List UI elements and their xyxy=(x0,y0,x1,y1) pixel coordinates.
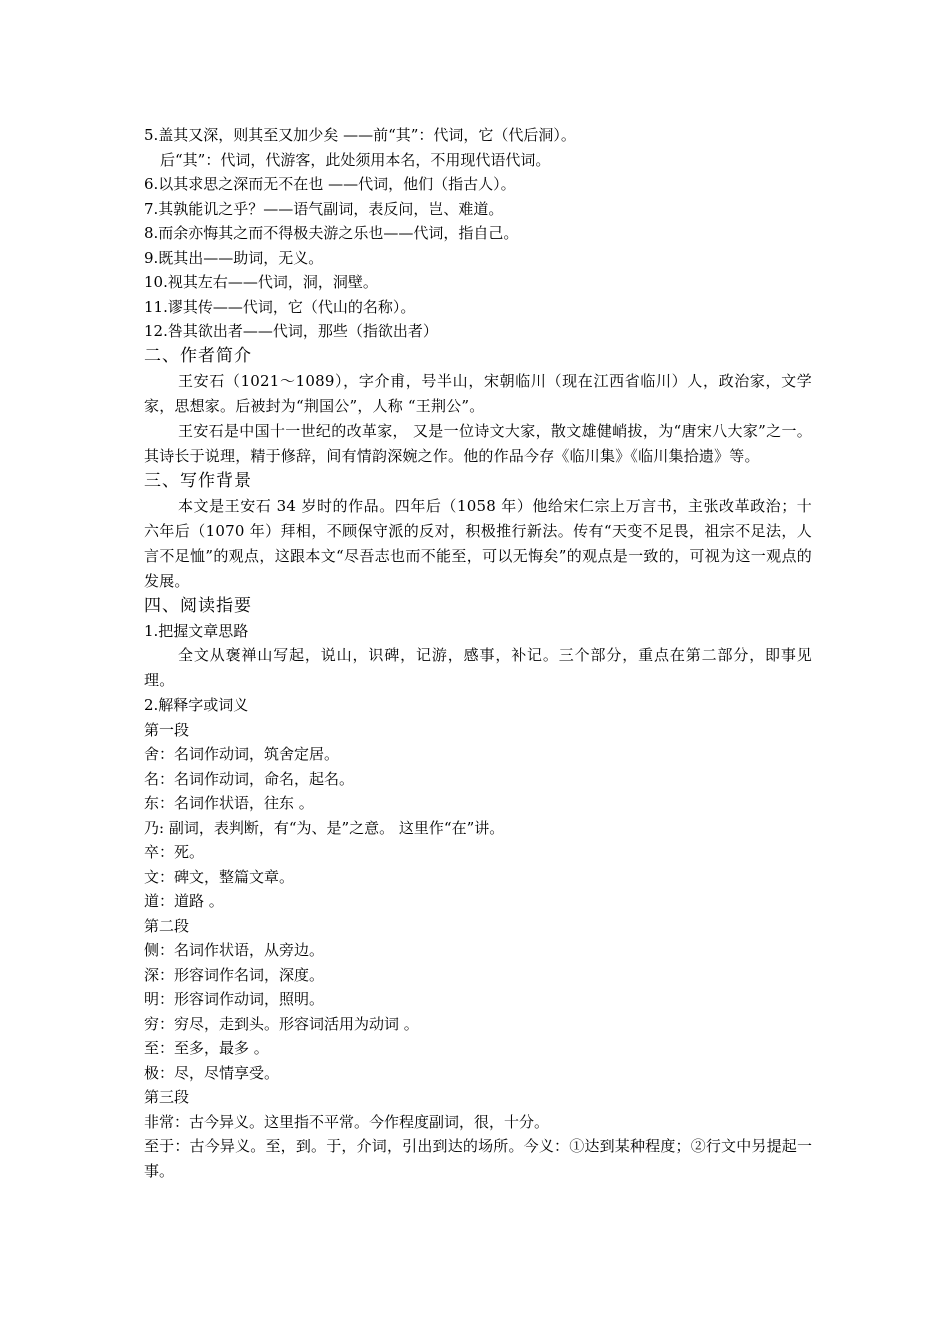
paragraph-group-title-2: 第二段 xyxy=(144,916,190,935)
section-heading-reading-guide: 四、阅读指要 xyxy=(144,595,252,616)
paragraph-group-title-1: 第一段 xyxy=(144,720,190,739)
section-heading-author: 二、作者简介 xyxy=(144,345,252,366)
paragraph-group-title-3: 第三段 xyxy=(144,1088,190,1106)
vocab-item: 名：名词作动词，命名，起名。 xyxy=(144,769,355,788)
structure-paragraph: 全文从褒禅山写起，说山，识碑，记游，感事，补记。三个部分，重点在第二部分，即事见理。 xyxy=(144,646,812,689)
vocab-item: 道：道路 。 xyxy=(144,892,224,910)
author-paragraph-1: 王安石（1021～1089），字介甫，号半山，宋朝临川（现在江西省临川）人，政治家，文学家，思想家。后被封为“荆国公”，人称 “王荆公”。 xyxy=(144,371,812,415)
subheading-structure: 1.把握文章思路 xyxy=(144,621,249,640)
note-line-5: 5.盖其又深，则其至又加少矣 ——前“其”：代词，它（代后洞）。 xyxy=(144,126,576,144)
vocab-item: 非常：古今异义。这里指不平常。今作程度副词，很，十分。 xyxy=(144,1112,550,1131)
vocab-item: 卒：死。 xyxy=(144,843,205,861)
vocab-item: 乃: 副词，表判断，有“为、是”之意。 这里作“在”讲。 xyxy=(144,818,505,837)
note-line-11: 11.谬其传——代词，它（代山的名称）。 xyxy=(144,297,416,316)
note-line-9: 9.既其出——助词，无义。 xyxy=(144,248,324,267)
note-line-6: 6.以其求思之深而无不在也 ——代词，他们（指古人）。 xyxy=(144,175,516,193)
vocab-item: 东：名词作状语，往东 。 xyxy=(144,794,314,812)
note-line-12: 12.咎其欲出者——代词，那些（指欲出者） xyxy=(144,322,438,340)
note-line-7: 7.其孰能讥之乎？——语气副词，表反问，岂、难道。 xyxy=(144,199,504,218)
note-line-10: 10.视其左右——代词，洞，洞壁。 xyxy=(144,273,378,291)
document-page xyxy=(144,123,812,1184)
vocab-item-multiline: 至于：古今异义。至，到。于，介词，引出到达的场所。今义：①达到某种程度；②行文中另提起一事。 xyxy=(144,1137,812,1180)
vocab-item: 至：至多，最多 。 xyxy=(144,1039,269,1057)
author-paragraph-2: 王安石是中国十一世纪的改革家， 又是一位诗文大家，散文雄健峭拔，为“唐宋八大家”之一。其诗长于说理，精于修辞，间有情韵深婉之作。他的作品今存《临川集》《临川集拾遗》等。 xyxy=(144,421,812,465)
vocab-item: 极：尽，尽情享受。 xyxy=(144,1063,280,1082)
vocab-item: 文：碑文，整篇文章。 xyxy=(144,867,295,886)
vocab-item: 舍：名词作动词，筑舍定居。 xyxy=(144,745,340,763)
note-line-5-cont: 后“其”：代词，代游客，此处须用本名，不用现代语代词。 xyxy=(160,150,551,169)
vocab-item: 侧：名词作状语，从旁边。 xyxy=(144,941,325,959)
subheading-vocabulary: 2.解释字或词义 xyxy=(144,696,249,714)
note-line-8: 8.而余亦悔其之而不得极夫游之乐也——代词，指自己。 xyxy=(144,224,519,242)
vocab-item: 深：形容词作名词，深度。 xyxy=(144,965,325,984)
vocab-item: 明：形容词作动词，照明。 xyxy=(144,990,325,1008)
vocab-item: 穷：穷尽，走到头。形容词活用为动词 。 xyxy=(144,1014,419,1033)
background-paragraph: 本文是王安石 34 岁时的作品。四年后（1058 年）他给宋仁宗上万言书，主张改革政治；十六年后（1070 年）拜相，不顾保守派的反对，积极推行新法。传有“天变不足畏，祖宗不足法，人言不足恤”的观点，这跟本文“尽吾志也而不能至，可以无悔矣”的观点是一致的，可视为这一观点的发展。 xyxy=(144,496,812,590)
section-heading-background: 三、写作背景 xyxy=(144,470,252,491)
